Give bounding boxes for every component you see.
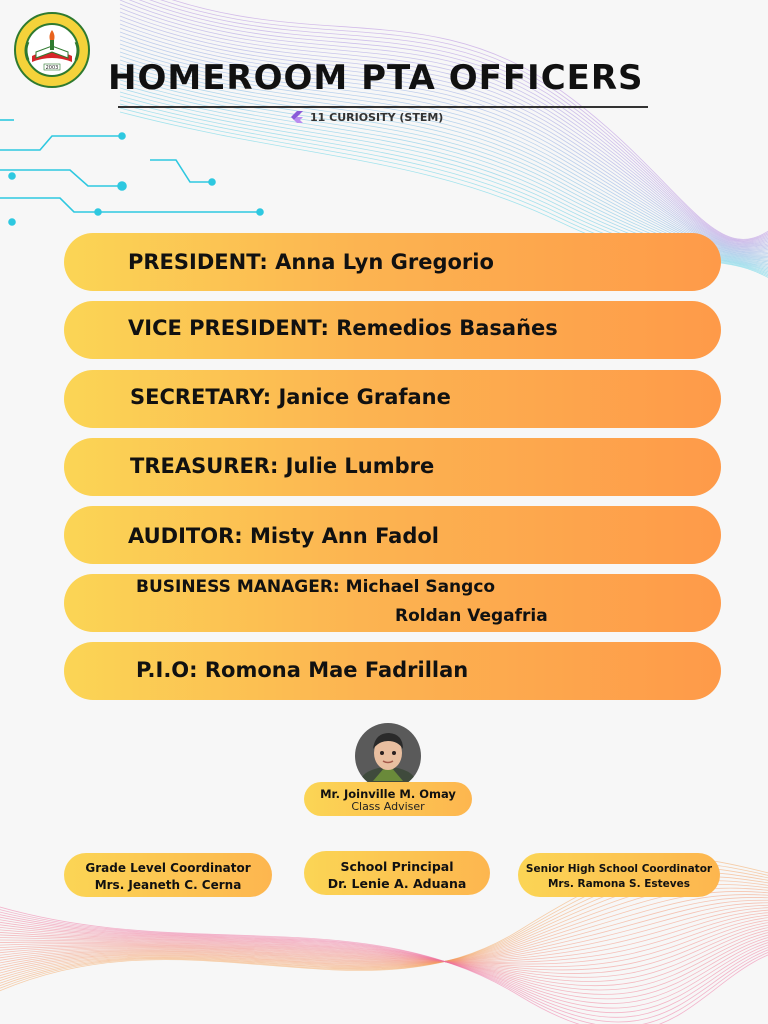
officer-line-auditor <box>128 524 439 548</box>
officer-name: Romona Mae Fadrillan <box>204 658 469 682</box>
coordinator-name: Mrs. Jeaneth C. Cerna <box>94 878 242 892</box>
coordinator-title: Senior High School Coordinator <box>525 863 713 875</box>
officer-line-pio <box>136 658 468 682</box>
officer-role: P.I.O: <box>136 658 198 682</box>
adviser-name: Mr. Joinville M. Omay <box>320 787 456 801</box>
school-logo <box>14 12 90 88</box>
adviser-role: Class Adviser <box>351 800 425 813</box>
officer-line-business-manager <box>136 577 495 597</box>
coordinator-name: Mrs. Ramona S. Esteves <box>547 878 691 890</box>
section-subtitle <box>290 110 443 124</box>
title-divider <box>118 106 648 108</box>
page-title: HOMEROOM PTA OFFICERS <box>108 58 644 98</box>
officer-card-treasurer <box>64 438 721 496</box>
adviser-label <box>304 782 472 816</box>
officer-role: VICE PRESIDENT: <box>128 316 329 340</box>
officer-name: Misty Ann Fadol <box>249 524 440 548</box>
officer-name: Remedios Basañes <box>336 316 558 340</box>
officer-role: PRESIDENT: <box>128 250 268 274</box>
class-name: 11 CURIOSITY (STEM) <box>310 110 444 124</box>
adviser-avatar <box>355 723 421 789</box>
officer-name: Michael Sangco <box>345 577 496 597</box>
officer-card-pio <box>64 642 721 700</box>
coordinator-name: Dr. Lenie A. Aduana <box>327 876 467 891</box>
top-wave-line <box>120 0 768 241</box>
officer-name: Julie Lumbre <box>285 454 435 478</box>
officer-role: AUDITOR: <box>128 524 243 548</box>
officer-card-auditor <box>64 506 721 564</box>
coordinator-grade-level <box>64 853 272 897</box>
officer-card-secretary <box>64 370 721 428</box>
flutter-logo-icon <box>290 110 304 124</box>
top-wave-line <box>120 0 768 244</box>
coordinator-principal <box>304 851 490 895</box>
officer-line-secretary <box>130 385 451 409</box>
officer-card-president <box>64 233 721 291</box>
svg-text:2003: 2003 <box>45 65 59 71</box>
coordinator-title: School Principal <box>340 859 454 874</box>
officer-line-president <box>128 250 494 274</box>
coordinator-senior-high <box>518 853 720 897</box>
officer-role: TREASURER: <box>130 454 279 478</box>
coordinator-title: Grade Level Coordinator <box>85 861 251 875</box>
officer-card-business-manager <box>64 574 721 632</box>
officer-role: BUSINESS MANAGER: <box>136 577 340 597</box>
officer-name-second: Roldan Vegafria <box>395 606 548 626</box>
officer-line-vice-president <box>128 316 558 340</box>
officer-name: Janice Grafane <box>278 385 451 409</box>
officer-role: SECRETARY: <box>130 385 272 409</box>
officer-line-treasurer <box>130 454 434 478</box>
officer-name: Anna Lyn Gregorio <box>275 250 494 274</box>
officer-card-vice-president <box>64 301 721 359</box>
